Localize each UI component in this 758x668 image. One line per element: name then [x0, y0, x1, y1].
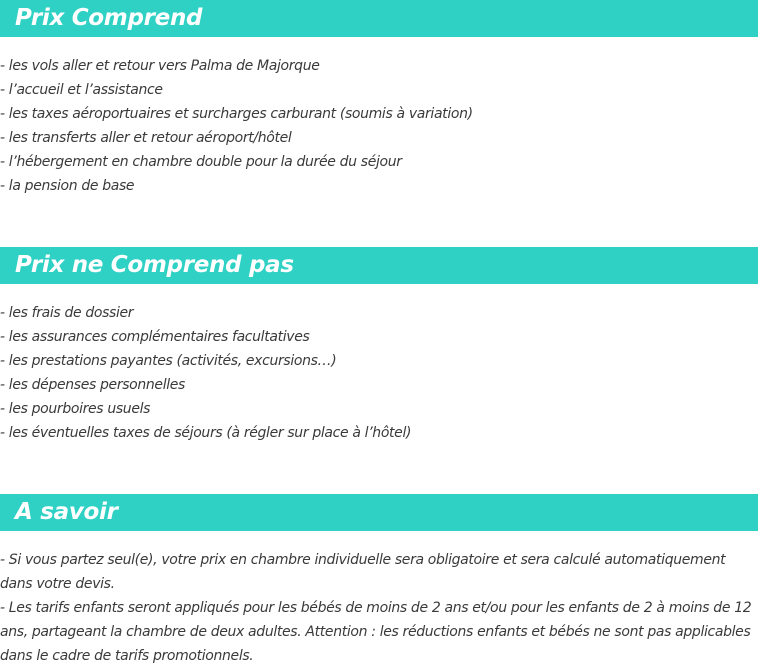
- section-title-includes: Prix Comprend: [0, 0, 758, 37]
- section-price-excludes: [0, 247, 758, 445]
- list-item: - la pension de base: [0, 178, 135, 194]
- list-item: - les pourboires usuels: [0, 401, 151, 417]
- list-item: - les prestations payantes (activités, excursions…): [0, 353, 337, 369]
- excludes-list: [0, 301, 758, 445]
- section-title-good-to-know: A savoir: [0, 494, 758, 531]
- includes-list: [0, 54, 758, 198]
- list-item: - l’hébergement en chambre double pour la durée du séjour: [0, 154, 402, 170]
- section-price-includes: [0, 0, 758, 198]
- list-item: - les assurances complémentaires facultatives: [0, 329, 310, 345]
- list-item: - les vols aller et retour vers Palma de Majorque: [0, 58, 320, 74]
- section-title-excludes: Prix ne Comprend pas: [0, 247, 758, 284]
- list-item: - les transferts aller et retour aéroport/hôtel: [0, 130, 292, 146]
- section-good-to-know: [0, 494, 758, 668]
- list-item: - les frais de dossier: [0, 305, 134, 321]
- good-to-know-body: [0, 548, 758, 668]
- info-paragraph-single-room: - Si vous partez seul(e), votre prix en chambre individuelle sera obligatoire et sera calculé automatiquement dans votre devis.: [0, 552, 726, 592]
- list-item: - les éventuelles taxes de séjours (à régler sur place à l’hôtel): [0, 425, 412, 441]
- list-item: - les taxes aéroportuaires et surcharges carburant (soumis à variation): [0, 106, 473, 122]
- list-item: - l’accueil et l’assistance: [0, 82, 163, 98]
- list-item: - les dépenses personnelles: [0, 377, 185, 393]
- info-paragraph-child-rates: - Les tarifs enfants seront appliqués pour les bébés de moins de 2 ans et/ou pour les enfants de 2 à moins de 12 ans, partageant la chambre de deux adultes. Attention : les réductions enfants et bébés ne sont pas applicables dans le cadre de tarifs promotionnels.: [0, 600, 752, 664]
